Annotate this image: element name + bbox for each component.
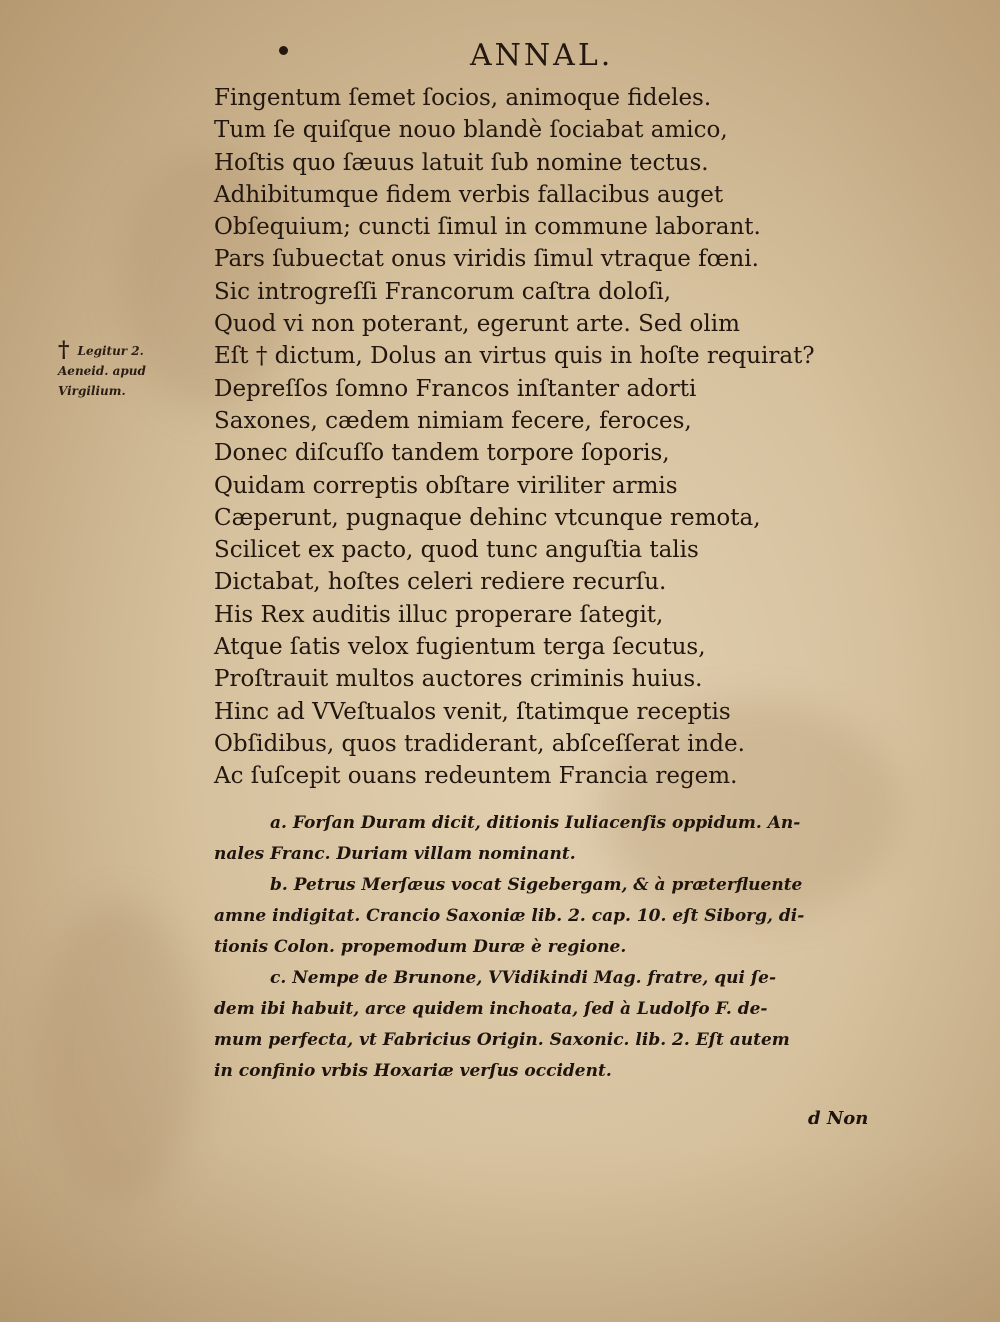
footnotes <box>214 808 904 1087</box>
footnote-line: dem ibi habuit, arce quidem inchoata, ſed à Ludolfo F. de- <box>214 999 768 1019</box>
verse-line: Dictabat, hoſtes celeri rediere recurſu. <box>214 569 667 596</box>
margin-note-line-2: Aeneid. apud <box>58 364 146 378</box>
footnote-line: amne indigitat. Crancio Saxoniæ lib. 2. cap. 10. eſt Siborg, di- <box>214 906 805 926</box>
verse-line: Quidam correptis obſtare viriliter armis <box>214 472 678 499</box>
verse-line: Sic introgreſſi Francorum caſtra doloſi, <box>214 278 672 305</box>
margin-note <box>58 337 208 401</box>
verse-line: Hinc ad VVeſtualos venit, ſtatimque receptis <box>214 698 731 725</box>
verse-line: Proſtrauit multos auctores criminis huius. <box>214 666 703 693</box>
verse-line: Quod vi non poterant, egerunt arte. Sed olim <box>214 311 740 338</box>
header-ornament-dot <box>279 46 288 55</box>
verse-line: Scilicet ex pacto, quod tunc anguſtia talis <box>214 537 699 564</box>
margin-note-line-1: † Legitur 2. <box>58 337 144 363</box>
verse-line: Adhibitumque fidem verbis fallacibus auget <box>214 181 724 208</box>
footnote-line: a. Forſan Duram dicit, ditionis Iuliacenſis oppidum. An- <box>270 813 801 833</box>
verse-line: Donec diſcuſſo tandem torpore ſoporis, <box>214 440 670 467</box>
footnote-line: tionis Colon. propemodum Duræ è regione. <box>214 937 627 957</box>
verse-line: Tum ſe quiſque nouo blandè ſociabat amico, <box>214 117 728 144</box>
footnote-line: b. Petrus Merſæus vocat Sigebergam, & à præterfluente <box>270 875 803 895</box>
verse-block <box>214 82 914 793</box>
catchword: d Non <box>808 1108 869 1129</box>
footnote-line: nales Franc. Duriam villam nominant. <box>214 844 576 864</box>
verse-line: Ac ſuſcepit ouans redeuntem Francia regem. <box>214 763 738 790</box>
verse-line: His Rex auditis illuc properare ſategit, <box>214 601 664 628</box>
verse-line: Fingentum ſemet ſocios, animoque fideles. <box>214 85 712 111</box>
verse-line: Obſidibus, quos tradiderant, abſceſſerat inde. <box>214 730 745 757</box>
verse-line: Atque ſatis velox fugientum terga ſecutus, <box>214 634 706 661</box>
page-shading <box>0 1142 1000 1322</box>
verse-line: Depreſſos ſomno Francos inſtanter adorti <box>214 375 697 402</box>
verse-line: Saxones, cædem nimiam fecere, feroces, <box>214 407 692 434</box>
margin-note-line-3: Virgilium. <box>58 384 126 398</box>
dagger-mark: † <box>58 337 70 363</box>
verse-line: Eſt † dictum, Dolus an virtus quis in hoſte requirat? <box>214 343 815 370</box>
verse-line: Pars ſubuectat onus viridis ſimul vtraque fœni. <box>214 246 759 273</box>
footnote-b <box>214 870 904 963</box>
verse-line: Cæperunt, pugnaque dehinc vtcunque remota, <box>214 504 761 531</box>
running-title: ANNAL. <box>470 38 614 73</box>
footnote-c <box>214 963 904 1087</box>
footnote-line: c. Nempe de Brunone, VVidikindi Mag. fratre, qui ſe- <box>270 968 777 988</box>
footnote-a <box>214 808 904 870</box>
footnote-line: in confinio vrbis Hoxariæ verſus occident. <box>214 1061 612 1081</box>
verse-line: Hoſtis quo ſæuus latuit ſub nomine tectus. <box>214 149 709 176</box>
verse-line: Obſequium; cuncti ſimul in commune laborant. <box>214 214 761 241</box>
footnote-line: mum perfecta, vt Fabricius Origin. Saxonic. lib. 2. Eſt autem <box>214 1030 790 1050</box>
